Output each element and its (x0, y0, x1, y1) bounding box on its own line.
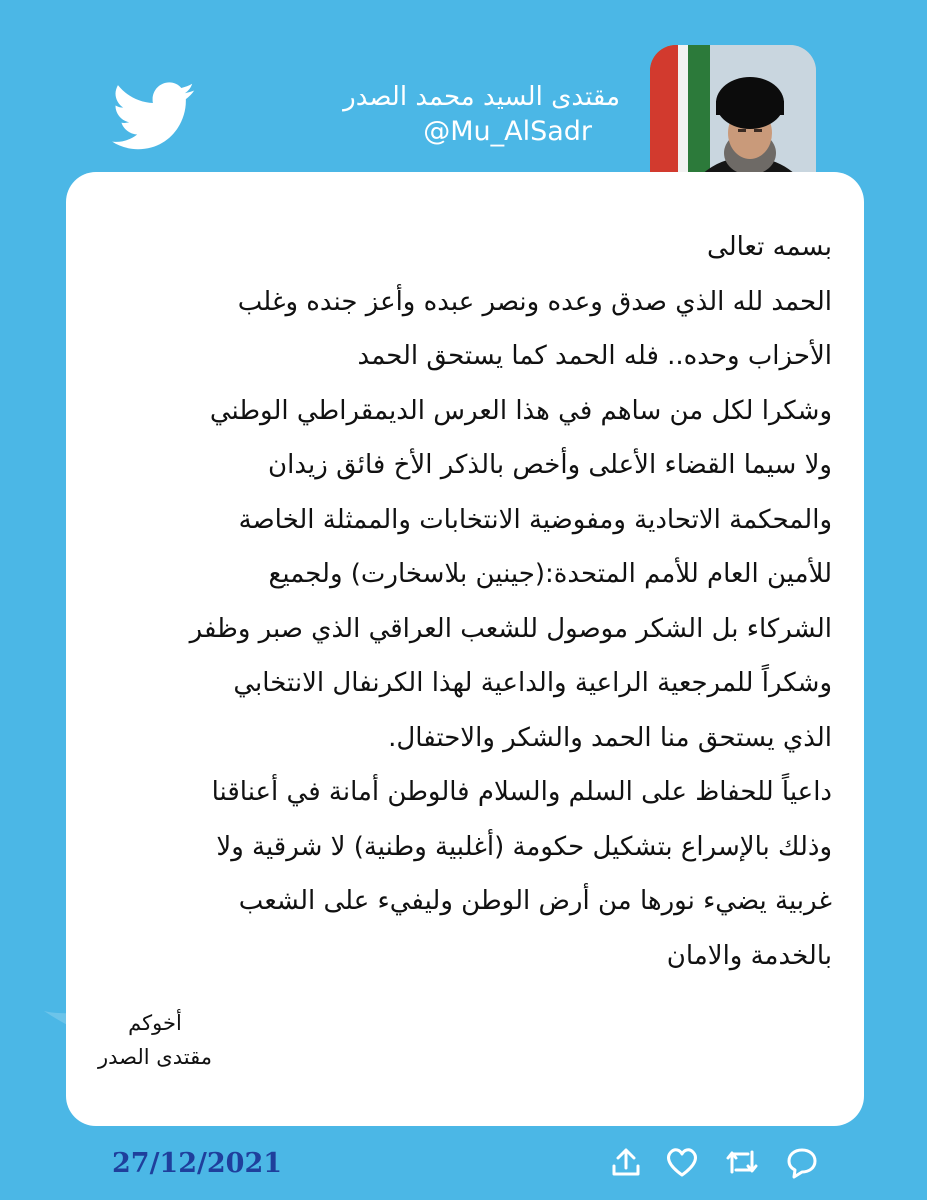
tweet-line: والمحكمة الاتحادية ومفوضية الانتخابات والممثلة الخاصة (238, 504, 832, 535)
signature-name: مقتدى الصدر (98, 1045, 212, 1069)
tweet-line: وشكرا لكل من ساهم في هذا العرس الديمقراطي الوطني (209, 395, 832, 426)
signature-greeting: أخوكم (128, 1011, 182, 1035)
signature (70, 1006, 240, 1074)
reply-icon[interactable] (782, 1142, 822, 1182)
tweet-line: الذي يستحق منا الحمد والشكر والاحتفال. (388, 722, 832, 753)
tweet-date: 27/12/2021 (112, 1148, 283, 1179)
display-name[interactable]: مقتدى السيد محمد الصدر (343, 82, 620, 112)
tweet-line: الأحزاب وحده.. فله الحمد كما يستحق الحمد (357, 341, 832, 371)
tweet-line: بالخدمة والامان (666, 940, 832, 971)
tweet-line: ولا سيما القضاء الأعلى وأخص بالذكر الأخ فائق زيدان (268, 450, 832, 480)
share-icon[interactable] (606, 1142, 646, 1182)
tweet-text (96, 220, 832, 983)
tweet-line: الحمد لله الذي صدق وعده ونصر عبده وأعز جنده وغلب (237, 286, 832, 317)
tweet-line: بسمه تعالى (707, 232, 832, 262)
tweet-line: وذلك بالإسراع بتشكيل حكومة (أغلبية وطنية) لا شرقية ولا (216, 831, 832, 862)
tweet-line: الشركاء بل الشكر موصول للشعب العراقي الذي صبر وظفر (189, 613, 832, 644)
tweet-line: داعياً للحفاظ على السلم والسلام فالوطن أمانة في أعناقنا (211, 777, 832, 807)
twitter-bird-icon (112, 82, 196, 152)
like-icon[interactable] (662, 1142, 702, 1182)
tweet-line: غربية يضيء نورها من أرض الوطن وليفيء على الشعب (238, 886, 832, 916)
tweet-line: وشكراً للمرجعية الراعية والداعية لهذا الكرنفال الانتخابي (233, 668, 832, 698)
user-handle[interactable]: @Mu_AlSadr (423, 116, 592, 147)
tweet-line: للأمين العام للأمم المتحدة:(جينين بلاسخارت) ولجميع (268, 559, 832, 589)
retweet-icon[interactable] (722, 1142, 762, 1182)
